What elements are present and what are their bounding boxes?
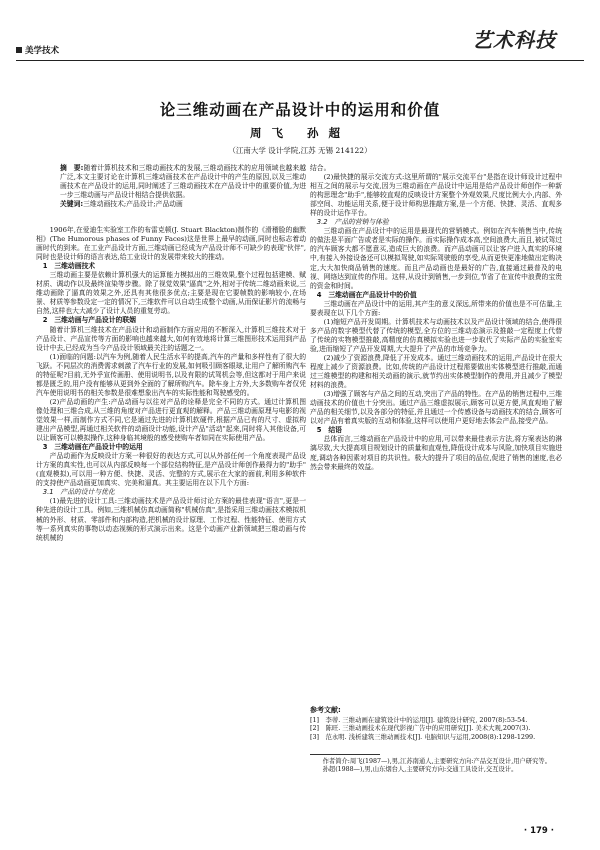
body-paragraph: (2)最快捷的展示交流方式:这里所谓的"展示交流平台"是指在设计师设计过程中相互之间的展示与交流,因为三维动画在产品设计中运用是给产品设计师创作一种新的构思理念"助手",能够较直观的反映设计方案整个外观效果,尺度比例大小,内部、外部空间、功能运用关系,便于设计师构思推敲方案,是一个方便、快捷、灵活、直观多样的设计运作平台。 — [310, 173, 562, 218]
body-paragraph: (1)面临的问题:以汽车为例,随着人民生活水平的提高,汽车的产量和多样性有了很大的飞跃。不同层次的消费需求刺激了汽车行业的发展,如何吸引顾客眼球,让用户了解所购汽车的特征呢?目前,无外乎宣传画册、使用说明书,以及有限的试驾机会等,但这都对于用户来说都是匮乏的,用户没有能够从更到外全面的了解所购汽车。除车身上方外,大多数购车者仅凭汽车使用说明书的相关参数是很难想象出汽车的实际性能和驾驶感受的。 — [36, 352, 306, 397]
section-heading: 4 三维动画在产品设计中的价值 — [316, 290, 417, 299]
article-affiliation: （江南大学 设计学院,江苏 无锡 214122） — [228, 146, 372, 155]
page-number: · 179 · — [523, 826, 554, 836]
body-paragraph: 1906年,在爱迪生实验室工作的布雷克顿(J. Stuart Blackton)制作的《滑稽脸的幽默相》(The Humorous phases of Funny Faces)这是世界上最早的动画,同时也标志着动画时代的到来。在工业产品设计方面,三维动画已经成为产品设计师不可缺少的表现"伙伴",同时也是设计师的语言表达,给工业设计的发展带来较大的推动。 — [36, 226, 306, 262]
body-paragraph: 随着计算机三维技术在产品设计和动画制作方面应用的不断深入,计算机三维技术对于产品设计、产品宣传等方面的影响也越来越大,如何有效地将计算三维图形技术运用到产品设计中去,已经成为当今产品设计领域最关注的话题之一。 — [36, 325, 306, 352]
body-paragraph: 总体而言,三维动画在产品设计中的应用,可以带来最佳表示方法,将方案表达的淋漓尽致,大大提高项目规划设计的质量和直观性,降低设计成本与风险,加快项目实施进度,调动各种因素对项目的共识性。极大的提升了项目的品位,促进了销售的速度,也必然会带来最终的效益。 — [310, 435, 562, 471]
section-heading: 3.2 产品的营销与体验 — [316, 218, 389, 227]
body-paragraph: (3)增强了顾客与产品之间的互动,突出了产品的特性。在产品的销售过程中,三维动画技术的价值也十分突出。通过产品三维虚拟展示,顾客可以更方便,风直观地了解产品的相关细节,以及各部分的特征,并且通过一个传感设备与动画技术的结合,顾客可以对产品有着真实版的互动和体验,这样可以使用户更好地去体会产品,接受产品。 — [310, 390, 562, 426]
header-rule — [16, 60, 584, 61]
section-heading: 5 结语 — [316, 426, 342, 435]
body-paragraph: 结合。 — [310, 164, 331, 172]
body-paragraph: 产品动画作为反映设计方案一种很好的表达方式,可以从外部任何一个角度表现产品设计方案的真实性,也可以从内部反映每一个部位结构特征,是产品设计师创作最得力的"助手"(直观模拟),可以用一种方便、快捷、灵活、完整的方式,展示在大家的面前,利用多种软件的支持使产品动画更加真实、完美和逼真。其主要运用在以下几个方面: — [36, 452, 306, 488]
reference-item: [3] 范永明. 浅析建筑三维动画技术[J]. 电脑知识与运用,2008(8):1298-1299. — [310, 732, 536, 741]
keywords-text: 三维动画技术;产品设计;产品动画 — [83, 200, 183, 209]
section-heading: 3.1 产品的设计与优化 — [42, 488, 115, 497]
abstract-label: 摘 要: — [60, 164, 84, 172]
journal-logo: 艺术科技 — [472, 28, 556, 52]
right-column — [310, 164, 562, 472]
section-label-text: 美学技术 — [25, 46, 60, 56]
body-paragraph: (2)减少了资源浪费,降低了开发成本。通过三维动画技术的运用,产品设计在很大程度上减少了资源浪费。比如,传统的产品设计过程需要做出实体模型进行推敲,而通过三维模型的构建和相关动画的演示,就节约出实体模型制作的费用,并且减少了模型材料的浪费。 — [310, 353, 562, 390]
section-heading: 2 三维动画与产品设计的联姻 — [42, 316, 136, 325]
abstract-text: 随着计算机技术和三维动画技术的发展,三维动画技术的应用领域也越来越广泛,本文主要讨论在计算机三维动画技术在产品设计中的产生的原因,以及三维动画技术在产品设计的运用,同时阐述了三维动画技术在产品设计中的重要价值,为进一步三维动画与产品设计相结合提供依据。 — [60, 164, 307, 200]
section-square-icon — [16, 47, 22, 53]
author-note: 孙超(1988—),男,山东烟台人,主要研究方向:交通工具设计,交互设计。 — [322, 766, 518, 774]
author-notes — [310, 758, 560, 775]
body-paragraph: (2)产品动画的产生:产品动画与以往对产品的诠释是完全不同的方式。通过计算机图像处理和三维合成,从三维的角度对产品进行更直观的解释。产品三维动画原理与电影的视觉效果一样,而制作方式不同,它是通过先进的计算机软硬件,根据产品已有的尺寸、虚拟构建出产品模型,再通过相关软件的动画设计功能,设计产品"活动"起来,同时将入其他设备,可以让顾客可以模拟操作,这种身临其境般的感受使购车者如同在实际使用产品。 — [36, 397, 306, 443]
section-label — [16, 44, 59, 56]
section-heading: 1 三维动画技术 — [42, 262, 96, 271]
body-paragraph: (1)缩短产品开发周期。计算机技术与动画技术以及产品设计领域的结合,使得很多产品的数字模型代替了传统的模型,全方位的三维动态演示及推敲一定程度上代替了传统的实物模型推敲,高精度的仿真模拟实验也进一步取代了实际产品的实验室实验,进而缩短了产品开发周期,大大提升了产品的市场竞争力。 — [310, 317, 562, 353]
reference-item: [2] 陈旺. 三维动画技术在现代影视广告中的应用研究[J]. 美术大观,2007(3). — [310, 724, 531, 733]
body-paragraph: 三维动画主要是依赖计算机强大的运算能力模拟出的三维效果,整个过程包括建模、赋材质、调动作以及最终渲染等步骤。除了视觉效果"逼真"之外,相对于传统二维动画来说,三维动画除了逼真的效果之外,还具有其他很多优点;主要是现在它要帧数的影响较小,在场景、材质等参数设定一定的情况下,三维软件可以自动生成整个动画,从而保证影片的流畅与自然,这样也大大减少了设计人员的重复劳动。 — [36, 271, 306, 316]
references — [310, 706, 560, 741]
references-heading: 参考文献: — [310, 706, 341, 714]
body-paragraph: 三维动画在产品设计中的运用是最现代的营销模式。例如在汽车销售当中,传统的做法是平面广告或者是实际的操作。而实际操作成本高,空间浪费大,而且,被试驾过的汽车顾客大都不愿意买,造成巨大的浪费。而产品动画可以让客户进入真实的环境中,有接入外接设备还可以模拟驾驶,如实际驾驶般的享受,从而更快更准地做出定购决定,大大加快商品销售的速度。而且产品动画也是最好的广告,直接通过最普及的电视、网络达到宣传的作用。这样,从设计到销售,一步到位,节省了在宣传中浪费的宝贵的资金和时间。 — [310, 227, 562, 290]
left-column — [36, 226, 306, 543]
article-authors: 周飞 孙超 — [249, 126, 350, 140]
body-paragraph: 三维动画在产品设计中的运用,其产生的意义深远,所带来的价值也是不可估量,主要表现在以下几个方面: — [310, 299, 562, 317]
section-heading: 3 三维动画在产品设计中的运用 — [42, 443, 143, 452]
keywords-label: 关键词: — [60, 200, 84, 209]
body-paragraph: (1)最先进的设计工具:三维动画技术是产品设计师讨论方案的最佳表现"语言",更是一种先进的设计工具。例如,三维机械仿真动画简称"机械仿真",是指采用三维动画技术模拟机械的外形、材质、零部件和内部构造,把机械的设计原理、工作过程、性能特征、使用方式等一系列真实的事物以动态视频的形式演示出来。这是个动画产业新领域把三维动画与传统机械的 — [36, 497, 306, 542]
article-title: 论三维动画在产品设计中的运用和价值 — [159, 101, 441, 119]
author-note: 作者简介:周飞(1987—),男,江苏南通人,主要研究方向:产品交互设计,用户研究等。 — [322, 758, 551, 765]
reference-item: [1] 李蒂. 三维动画在建筑设计中的运用[J]. 建筑设计研究, 2007(8):53-54. — [310, 715, 528, 724]
footnote-rule — [310, 754, 380, 755]
abstract-block — [60, 164, 306, 209]
